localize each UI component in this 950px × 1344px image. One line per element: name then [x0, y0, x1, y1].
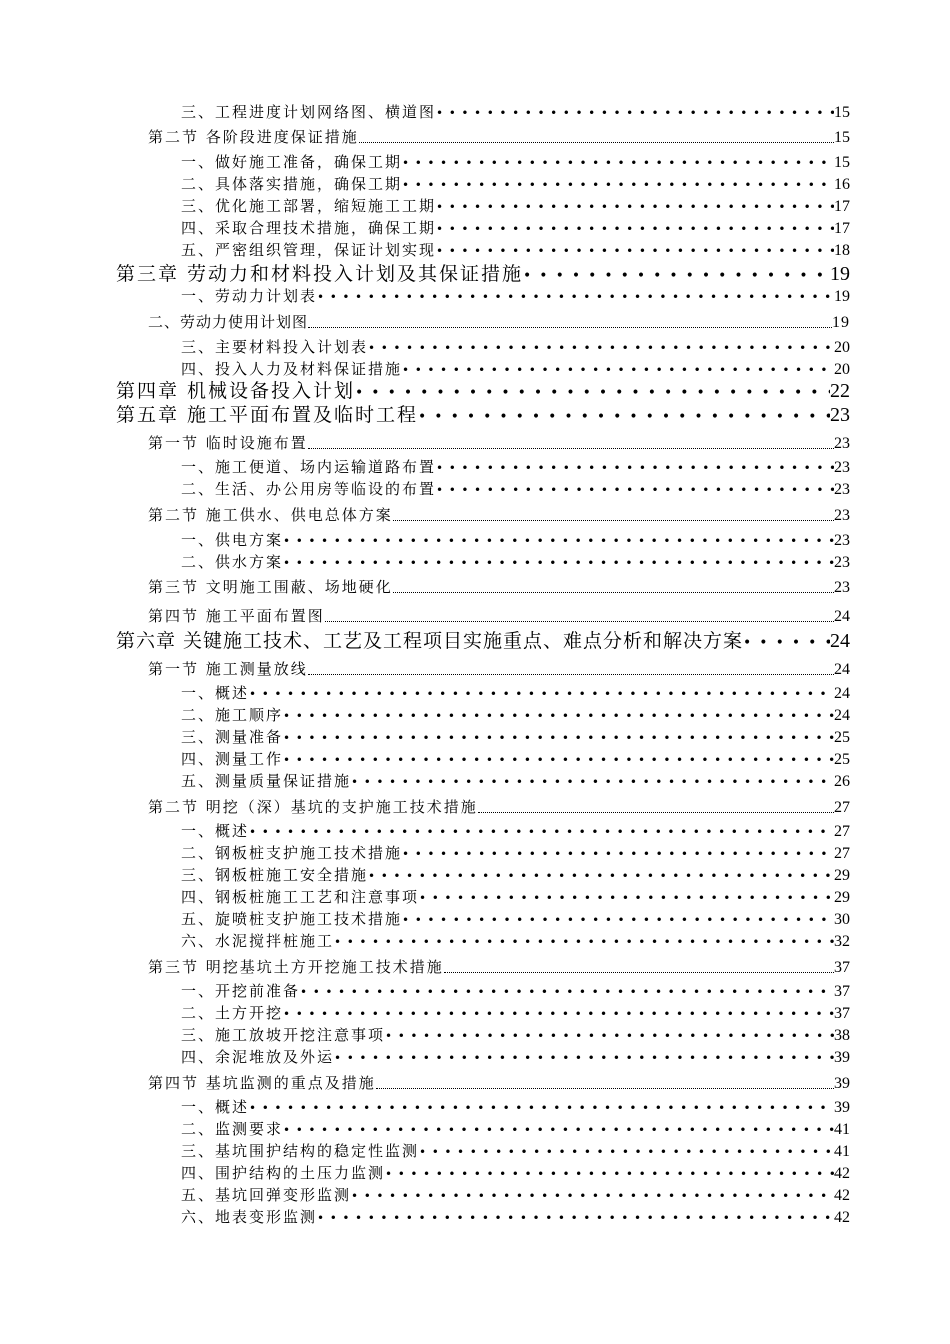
toc-page-number: 17 [834, 198, 850, 215]
toc-page-number: 39 [834, 1099, 850, 1116]
dot-leader [418, 404, 830, 426]
dot-leader [359, 141, 834, 143]
toc-item-label: 一、做好施工准备，确保工期 [181, 153, 403, 171]
toc-page-number: 20 [834, 339, 850, 356]
toc-item-label: 三、测量准备 [181, 728, 284, 746]
toc-section[interactable] [148, 126, 850, 148]
toc-page-number: 41 [834, 1143, 850, 1160]
toc-item-label: 一、开挖前准备 [181, 982, 301, 1000]
toc-item-label: 五、基坑回弹变形监测 [181, 1186, 352, 1204]
toc-item[interactable] [181, 704, 850, 726]
toc-item-label: 六、地表变形监测 [181, 1208, 318, 1226]
toc-page-number: 15 [834, 104, 850, 121]
toc-section-label: 第一节 临时设施布置 [148, 434, 308, 452]
toc-page-number: 20 [834, 361, 850, 378]
toc-item[interactable] [181, 456, 850, 478]
toc-chapter[interactable] [116, 259, 850, 285]
toc-page-number: 24 [830, 630, 850, 652]
dot-leader [393, 519, 834, 521]
toc-section-label: 第四节 基坑监测的重点及措施 [148, 1074, 376, 1092]
toc-item[interactable] [181, 529, 850, 551]
toc-item[interactable] [181, 285, 850, 307]
toc-section[interactable] [148, 1072, 850, 1094]
toc-page-number: 19 [832, 314, 850, 331]
toc-page-number: 19 [834, 288, 850, 305]
toc-section[interactable] [148, 658, 850, 680]
toc-item[interactable] [181, 101, 850, 123]
toc-section-label: 第四节 施工平面布置图 [148, 607, 325, 625]
toc-section-label: 第三节 明挖基坑土方开挖施工技术措施 [148, 958, 444, 976]
toc-page-number: 25 [834, 751, 850, 768]
dot-leader [419, 888, 834, 906]
toc-item[interactable] [181, 173, 850, 195]
dot-leader [308, 326, 832, 328]
toc-item[interactable] [181, 842, 850, 864]
dot-leader [249, 684, 834, 702]
toc-section-label: 第一节 施工测量放线 [148, 660, 308, 678]
toc-page-number: 23 [834, 507, 850, 524]
dot-leader [334, 932, 834, 950]
toc-chapter[interactable] [116, 400, 850, 426]
toc-page-number: 39 [834, 1075, 850, 1092]
toc-page-number: 39 [834, 1049, 850, 1066]
toc-item[interactable] [181, 217, 850, 239]
dot-leader [283, 531, 834, 549]
toc-chapter-label: 第三章 劳动力和材料投入计划及其保证措施 [116, 263, 524, 285]
toc-page-number: 23 [834, 481, 850, 498]
toc-section[interactable] [148, 956, 850, 978]
toc-item[interactable] [181, 820, 850, 842]
dot-leader [478, 811, 834, 813]
toc-item[interactable] [181, 930, 850, 952]
toc-page-number: 23 [834, 579, 850, 596]
dot-leader [385, 1164, 834, 1182]
toc-item-label: 二、劳动力使用计划图 [148, 313, 309, 331]
toc-item-label: 二、钢板桩支护施工技术措施 [181, 844, 403, 862]
toc-item-label: 二、土方开挖 [181, 1004, 284, 1022]
dot-leader [355, 380, 830, 402]
toc-page-number: 17 [834, 220, 850, 237]
toc-item-label: 三、钢板桩施工安全措施 [181, 866, 369, 884]
toc-item-label: 四、投入人力及材料保证措施 [181, 360, 403, 378]
dot-leader [385, 1026, 834, 1044]
toc-item[interactable] [181, 478, 850, 500]
toc-section-label: 第三节 文明施工围蔽、场地硬化 [148, 578, 393, 596]
toc-item[interactable] [181, 1096, 850, 1118]
toc-item[interactable] [181, 239, 850, 261]
toc-item[interactable] [181, 908, 850, 930]
toc-item-label: 一、施工便道、场内运输道路布置 [181, 458, 437, 476]
toc-item-label: 四、钢板桩施工工艺和注意事项 [181, 888, 420, 906]
dot-leader [283, 750, 834, 768]
toc-page-number: 41 [834, 1121, 850, 1138]
toc-item[interactable] [181, 195, 850, 217]
toc-chapter-label: 第六章 关键施工技术、工艺及工程项目实施重点、难点分析和解决方案 [116, 630, 744, 652]
dot-leader [308, 673, 834, 675]
dot-leader [436, 197, 834, 215]
dot-leader [351, 772, 834, 790]
dot-leader [419, 1142, 834, 1160]
toc-item-label: 二、供水方案 [181, 553, 284, 571]
toc-page-number: 29 [834, 867, 850, 884]
dot-leader [743, 630, 830, 652]
dot-leader [334, 1048, 834, 1066]
dot-leader [283, 1120, 834, 1138]
dot-leader [368, 866, 834, 884]
dot-leader [325, 620, 834, 622]
toc-item-label: 五、测量质量保证措施 [181, 772, 352, 790]
toc-item-label: 四、余泥堆放及外运 [181, 1048, 335, 1066]
toc-item[interactable] [181, 864, 850, 886]
toc-item[interactable] [181, 980, 850, 1002]
toc-page-number: 27 [834, 799, 850, 816]
dot-leader [436, 458, 834, 476]
toc-chapter[interactable] [116, 376, 850, 402]
dot-leader [317, 287, 834, 305]
toc-item-label: 一、概述 [181, 1098, 250, 1116]
dot-leader [523, 263, 830, 285]
dot-leader [402, 153, 834, 171]
toc-page-number: 23 [834, 554, 850, 571]
toc-chapter-label: 第四章 机械设备投入计划 [116, 380, 356, 402]
toc-page-number: 42 [834, 1209, 850, 1226]
toc-page-number: 29 [834, 889, 850, 906]
toc-item[interactable] [181, 336, 850, 358]
toc-item[interactable] [181, 886, 850, 908]
toc-chapter-label: 第五章 施工平面布置及临时工程 [116, 404, 419, 426]
toc-item[interactable] [181, 151, 850, 173]
toc-section[interactable] [148, 796, 850, 818]
dot-leader [317, 1208, 834, 1226]
dot-leader [300, 982, 834, 1000]
toc-page-number: 24 [834, 685, 850, 702]
dot-leader [283, 553, 834, 571]
toc-item-label: 二、生活、办公用房等临设的布置 [181, 480, 437, 498]
dot-leader [402, 844, 834, 862]
toc-page-number: 30 [834, 911, 850, 928]
toc-item-label: 六、水泥搅拌桩施工 [181, 932, 335, 950]
toc-item-label: 四、测量工作 [181, 750, 284, 768]
toc-item[interactable] [181, 1184, 850, 1206]
dot-leader [444, 971, 834, 973]
dot-leader [249, 1098, 834, 1116]
toc-section[interactable] [148, 576, 850, 598]
dot-leader [351, 1186, 834, 1204]
toc-section[interactable] [148, 504, 850, 526]
dot-leader [436, 219, 834, 237]
toc-page-number: 23 [834, 459, 850, 476]
toc-item-label: 三、主要材料投入计划表 [181, 338, 369, 356]
toc-item-label: 一、概述 [181, 684, 250, 702]
toc-item-label: 四、围护结构的土压力监测 [181, 1164, 386, 1182]
toc-item[interactable] [181, 770, 850, 792]
toc-section-label: 第二节 施工供水、供电总体方案 [148, 506, 393, 524]
toc-chapter[interactable] [116, 626, 850, 652]
toc-page-number: 16 [834, 176, 850, 193]
toc-page-number: 23 [834, 435, 850, 452]
toc-item[interactable] [181, 1046, 850, 1068]
toc-page-number: 24 [834, 608, 850, 625]
toc-page-number: 15 [834, 154, 850, 171]
dot-leader [376, 1087, 834, 1089]
toc-item[interactable] [181, 1118, 850, 1140]
toc-page-number: 19 [830, 263, 850, 285]
toc-page-number: 38 [834, 1027, 850, 1044]
toc-page-number: 37 [834, 983, 850, 1000]
toc-section[interactable] [148, 605, 850, 627]
toc-page-number: 23 [830, 404, 850, 426]
dot-leader [436, 480, 834, 498]
toc-item-label: 一、概述 [181, 822, 250, 840]
toc-page-number: 24 [834, 707, 850, 724]
toc-item[interactable] [181, 748, 850, 770]
toc-item[interactable] [181, 1206, 850, 1228]
dot-leader [402, 175, 834, 193]
toc-item[interactable] [181, 682, 850, 704]
toc-page-number: 18 [834, 242, 850, 259]
toc-item[interactable] [148, 311, 850, 333]
toc-item[interactable] [181, 551, 850, 573]
toc-section-label: 第二节 各阶段进度保证措施 [148, 128, 359, 146]
dot-leader [283, 728, 834, 746]
dot-leader [308, 447, 834, 449]
toc-page-number: 26 [834, 773, 850, 790]
toc-item-label: 三、优化施工部署，缩短施工工期 [181, 197, 437, 215]
dot-leader [436, 103, 834, 121]
toc-item[interactable] [181, 1002, 850, 1024]
dot-leader [368, 338, 834, 356]
dot-leader [436, 241, 834, 259]
toc-item[interactable] [181, 1140, 850, 1162]
toc-section-label: 第二节 明挖（深）基坑的支护施工技术措施 [148, 798, 478, 816]
toc-item-label: 二、监测要求 [181, 1120, 284, 1138]
dot-leader [283, 1004, 834, 1022]
toc-page-number: 22 [830, 380, 850, 402]
toc-item-label: 二、施工顺序 [181, 706, 284, 724]
toc-page-number: 24 [834, 661, 850, 678]
toc-page-number: 27 [834, 823, 850, 840]
toc-item-label: 三、基坑围护结构的稳定性监测 [181, 1142, 420, 1160]
dot-leader [249, 822, 834, 840]
toc-page-number: 37 [834, 959, 850, 976]
toc-item-label: 一、劳动力计划表 [181, 287, 318, 305]
toc-section[interactable] [148, 432, 850, 454]
dot-leader [393, 591, 834, 593]
toc-page-number: 25 [834, 729, 850, 746]
toc-item-label: 三、施工放坡开挖注意事项 [181, 1026, 386, 1044]
toc-page-number: 37 [834, 1005, 850, 1022]
toc-page-number: 27 [834, 845, 850, 862]
toc-item[interactable] [181, 726, 850, 748]
toc-item-label: 五、严密组织管理，保证计划实现 [181, 241, 437, 259]
toc-item-label: 四、采取合理技术措施，确保工期 [181, 219, 437, 237]
toc-page-number: 42 [834, 1187, 850, 1204]
toc-item-label: 五、旋喷桩支护施工技术措施 [181, 910, 403, 928]
dot-leader [283, 706, 834, 724]
toc-item[interactable] [181, 1162, 850, 1184]
toc-page-number: 42 [834, 1165, 850, 1182]
toc-item-label: 二、具体落实措施，确保工期 [181, 175, 403, 193]
toc-item-label: 一、供电方案 [181, 531, 284, 549]
toc-page-number: 32 [834, 933, 850, 950]
toc-item-label: 三、工程进度计划网络图、横道图 [181, 103, 437, 121]
toc-page-number: 15 [834, 129, 850, 146]
toc-item[interactable] [181, 1024, 850, 1046]
dot-leader [402, 910, 834, 928]
toc-page-number: 23 [834, 532, 850, 549]
